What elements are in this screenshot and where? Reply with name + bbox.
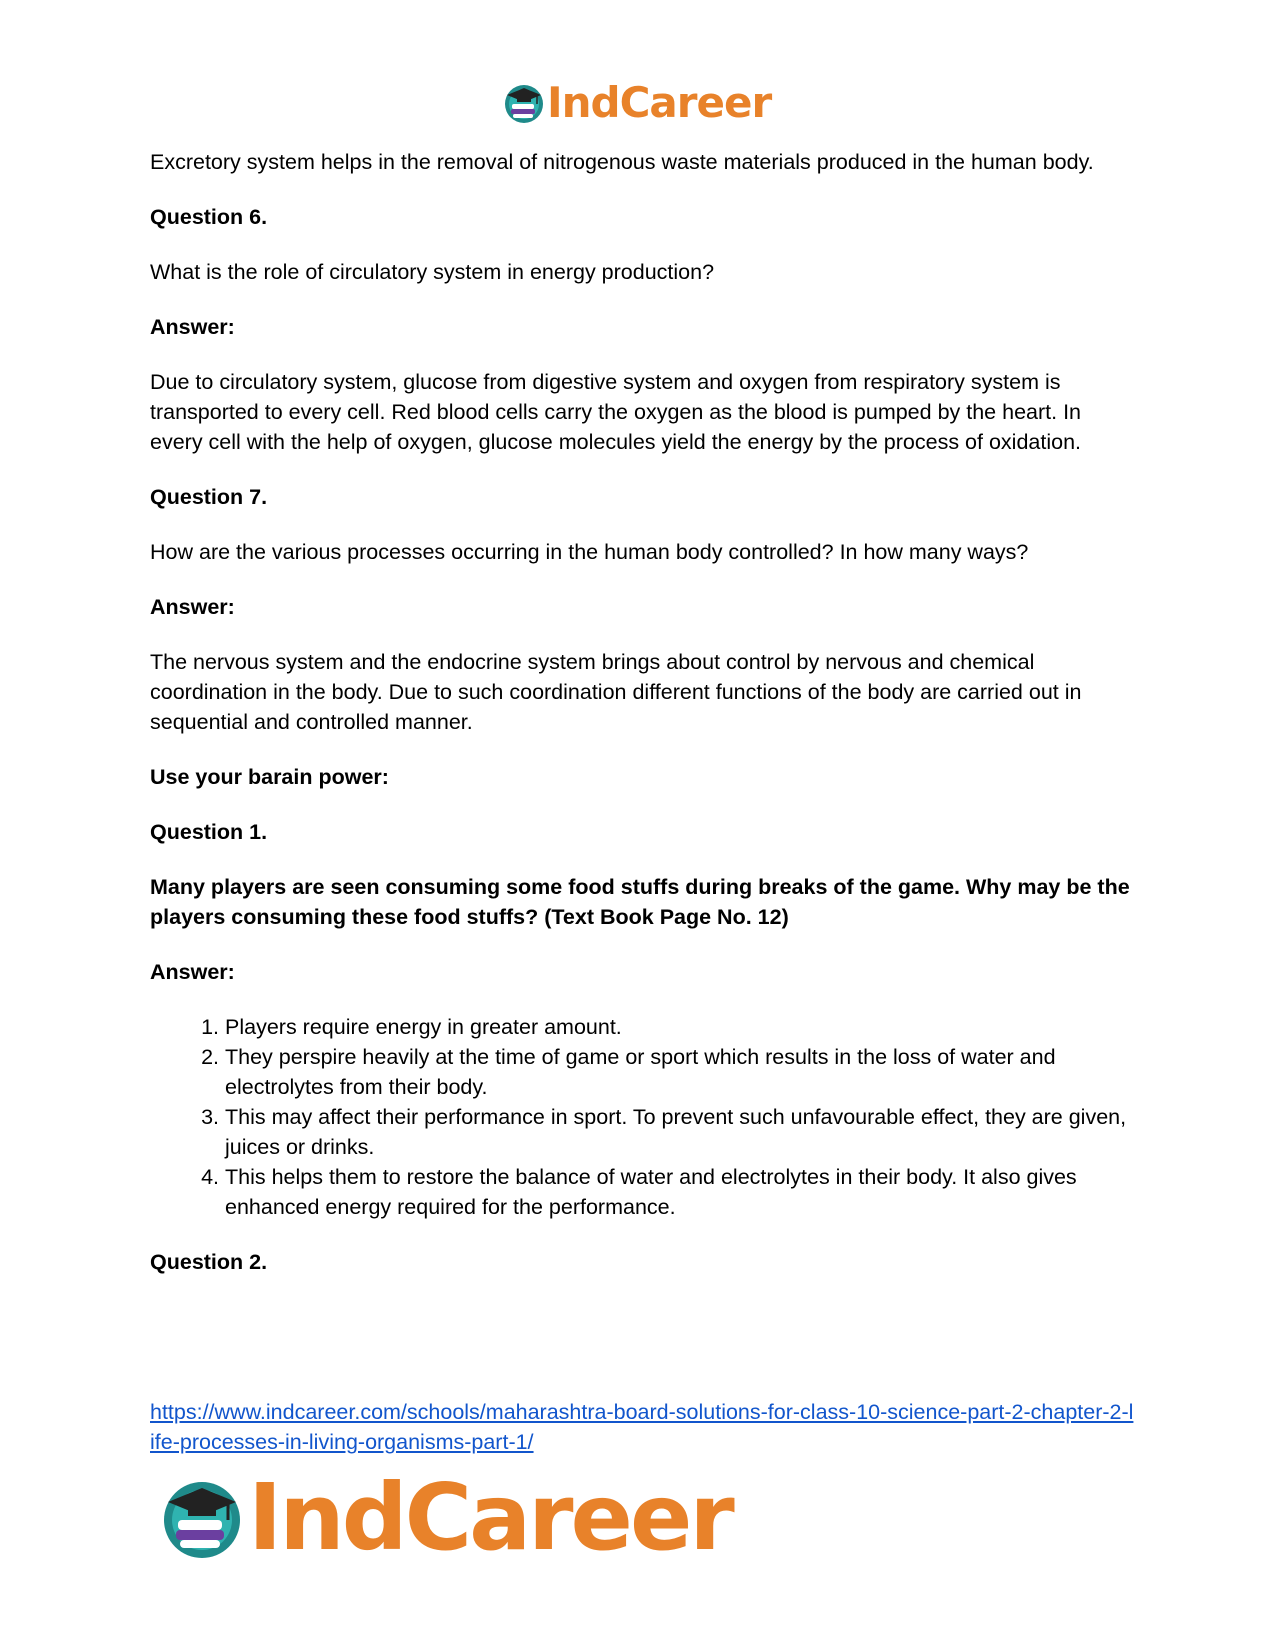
- question-7-heading: Question 7.: [150, 485, 268, 509]
- section-heading: Use your barain power:: [150, 765, 389, 789]
- question-6-answer: Due to circulatory system, glucose from digestive system and oxygen from respiratory system is transported to every cell. Red blood cells carry the oxygen as the blood is pumped by the heart. In every cell with the help of oxygen, glucose molecules yield the energy by the process of oxidation.: [150, 370, 1081, 454]
- list-item: 2. They perspire heavily at the time of game or sport which results in the loss of water and electrolytes from their body.: [225, 1042, 1135, 1102]
- question-6-heading: Question 6.: [150, 205, 268, 229]
- intro-paragraph: Excretory system helps in the removal of nitrogenous waste materials produced in the human body.: [150, 150, 1094, 174]
- source-url-link[interactable]: https://www.indcareer.com/schools/maharashtra-board-solutions-for-class-10-science-part-2-chapter-2-life-processes-in-living-organisms-part-1/: [150, 1400, 1134, 1454]
- brain-question-1-answer-label: Answer:: [150, 960, 235, 984]
- brain-question-2-heading: Question 2.: [150, 1250, 268, 1274]
- document-body: [150, 147, 1135, 1277]
- question-7-answer-label: Answer:: [150, 595, 235, 619]
- footer-logo: [160, 1464, 732, 1571]
- question-6-answer-label: Answer:: [150, 315, 235, 339]
- brand-name: IndCareer: [547, 78, 772, 127]
- list-item: 4. This helps them to restore the balance of water and electrolytes in their body. It also gives enhanced energy required for the performance.: [225, 1162, 1135, 1222]
- graduation-cap-books-icon: [160, 1476, 244, 1560]
- graduation-cap-books-icon: [503, 82, 545, 124]
- brain-question-1-text: Many players are seen consuming some food stuffs during breaks of the game. Why may be the players consuming these food stuffs? (Text Book Page No. 12): [150, 875, 1130, 929]
- answer-list: [150, 1012, 1135, 1222]
- header-logo: [503, 80, 771, 126]
- list-item: 3. This may affect their performance in sport. To prevent such unfavourable effect, they are given, juices or drinks.: [225, 1102, 1135, 1162]
- brain-question-1-heading: Question 1.: [150, 820, 268, 844]
- question-6-text: What is the role of circulatory system in energy production?: [150, 260, 715, 284]
- question-7-answer: The nervous system and the endocrine system brings about control by nervous and chemical coordination in the body. Due to such coordination different functions of the body are carried out in sequential and controlled manner.: [150, 650, 1082, 734]
- list-item: 1. Players require energy in greater amount.: [225, 1012, 1135, 1042]
- question-7-text: How are the various processes occurring in the human body controlled? In how many ways?: [150, 540, 1029, 564]
- brand-name: IndCareer: [248, 1464, 732, 1571]
